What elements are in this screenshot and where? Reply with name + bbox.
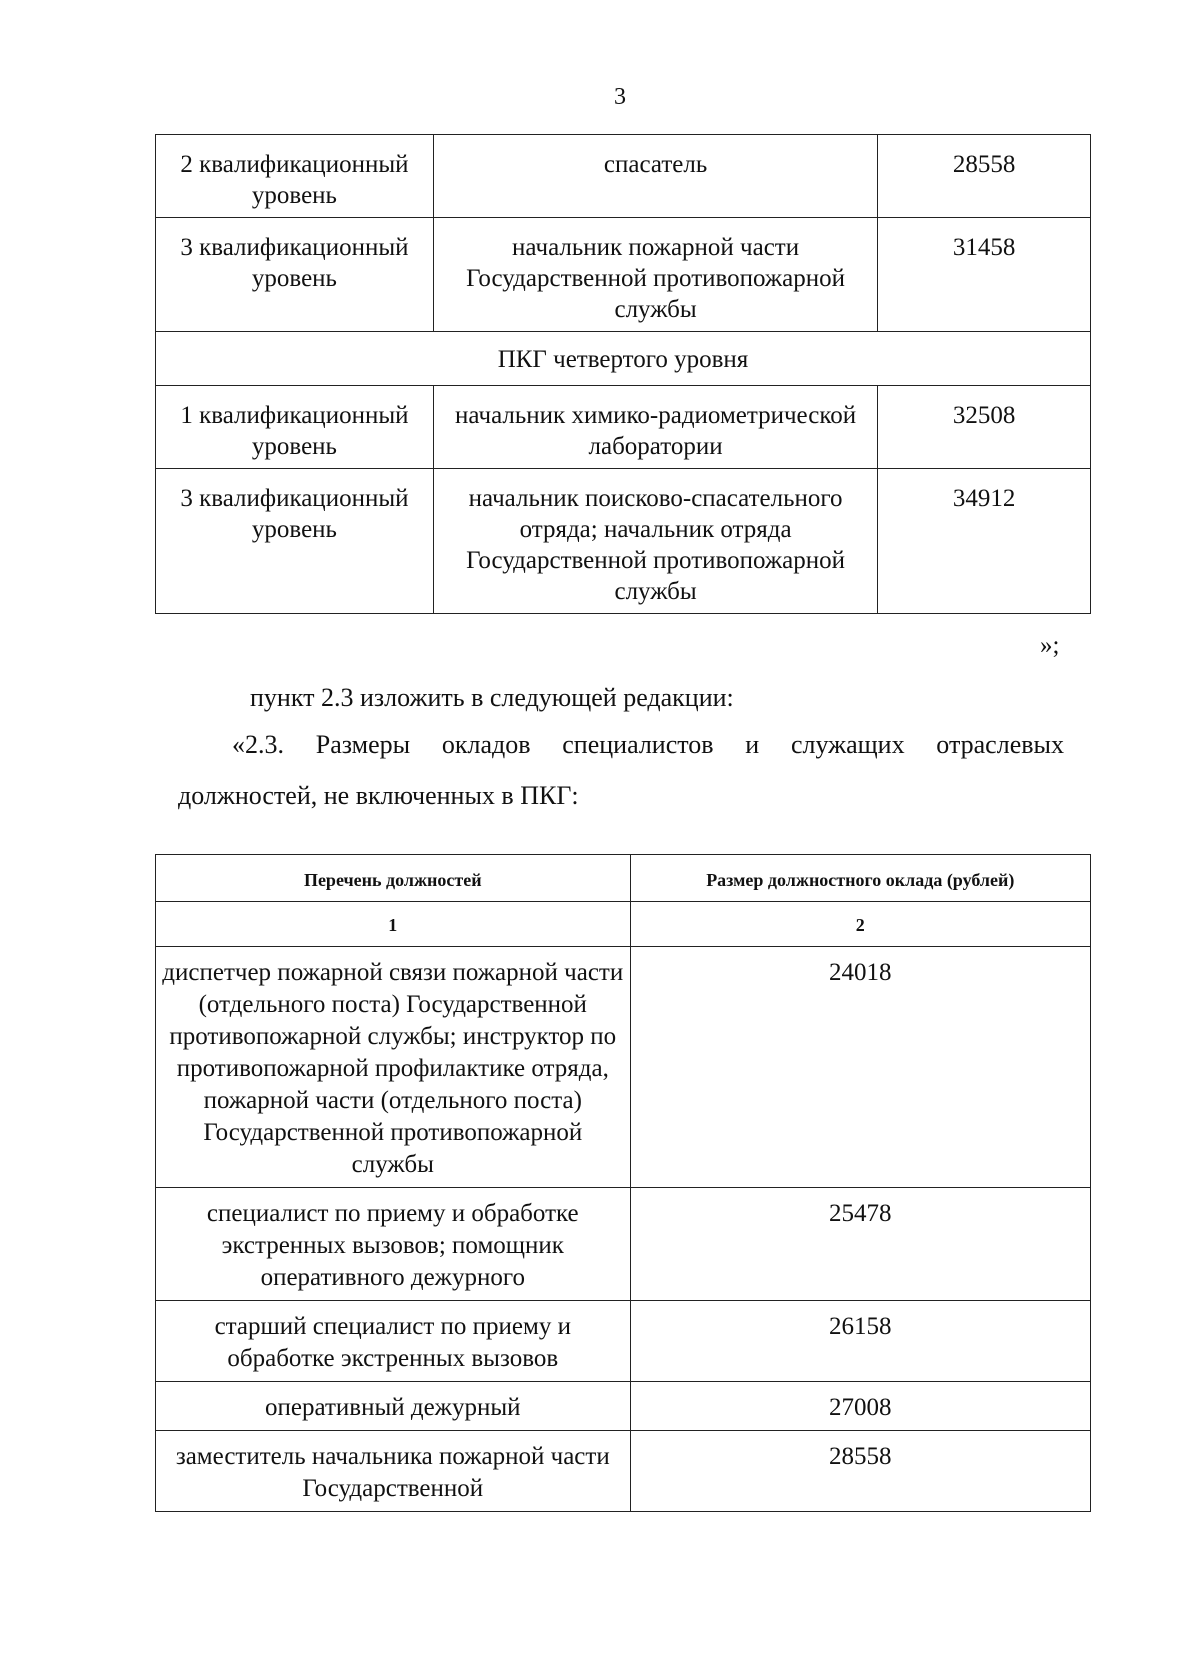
position-cell: начальник пожарной части Государственной противопожарной службы — [433, 218, 877, 332]
group-title-cell: ПКГ четвертого уровня — [156, 332, 1091, 386]
paragraph-section-title-continued: должностей, не включенных в ПКГ: — [178, 781, 579, 810]
salary-table-pkg — [155, 134, 1091, 614]
position-cell: спасатель — [433, 135, 877, 218]
column-header-positions: Перечень должностей — [156, 855, 631, 902]
table-row — [156, 135, 1091, 218]
table-row — [156, 1188, 1091, 1301]
closing-quote: »; — [1040, 632, 1060, 659]
column-header-salary: Размер должностного оклада (рублей) — [630, 855, 1090, 902]
salary-cell: 26158 — [630, 1301, 1090, 1382]
salary-cell: 31458 — [878, 218, 1091, 332]
salary-cell: 32508 — [878, 386, 1091, 469]
table-row — [156, 386, 1091, 469]
position-cell: начальник поисково-спасательного отряда; начальник отряда Государственной противопожарной службы — [433, 469, 877, 614]
salary-cell: 27008 — [630, 1382, 1090, 1431]
salary-table-non-pkg — [155, 854, 1091, 1512]
group-row — [156, 332, 1091, 386]
qualification-level-cell: 2 квалификационный уровень — [156, 135, 434, 218]
paragraph-amendment-intro: пункт 2.3 изложить в следующей редакции: — [250, 683, 734, 712]
table-row — [156, 1382, 1091, 1431]
position-cell: диспетчер пожарной связи пожарной части (отдельного поста) Государственной противопожарной службы; инструктор по противопожарной профилактике отряда, пожарной части (отдельного поста) Государственной противопожарной службы — [156, 947, 631, 1188]
salary-cell: 28558 — [878, 135, 1091, 218]
table-row — [156, 947, 1091, 1188]
position-cell: заместитель начальника пожарной части Государственной — [156, 1431, 631, 1512]
salary-cell: 34912 — [878, 469, 1091, 614]
position-cell: оперативный дежурный — [156, 1382, 631, 1431]
page-number: 3 — [614, 84, 626, 110]
paragraph-section-title: «2.3. Размеры окладов специалистов и служащих отраслевых — [232, 730, 1064, 759]
salary-cell: 24018 — [630, 947, 1090, 1188]
column-number: 1 — [156, 902, 631, 947]
table-header-row — [156, 855, 1091, 902]
table-row — [156, 469, 1091, 614]
qualification-level-cell: 3 квалификационный уровень — [156, 469, 434, 614]
table-row — [156, 1431, 1091, 1512]
qualification-level-cell: 1 квалификационный уровень — [156, 386, 434, 469]
qualification-level-cell: 3 квалификационный уровень — [156, 218, 434, 332]
table-row — [156, 218, 1091, 332]
position-cell: специалист по приему и обработке экстренных вызовов; помощник оперативного дежурного — [156, 1188, 631, 1301]
salary-cell: 28558 — [630, 1431, 1090, 1512]
table-row — [156, 1301, 1091, 1382]
position-cell: начальник химико-радиометрической лаборатории — [433, 386, 877, 469]
column-number: 2 — [630, 902, 1090, 947]
position-cell: старший специалист по приему и обработке экстренных вызовов — [156, 1301, 631, 1382]
salary-cell: 25478 — [630, 1188, 1090, 1301]
column-number-row — [156, 902, 1091, 947]
